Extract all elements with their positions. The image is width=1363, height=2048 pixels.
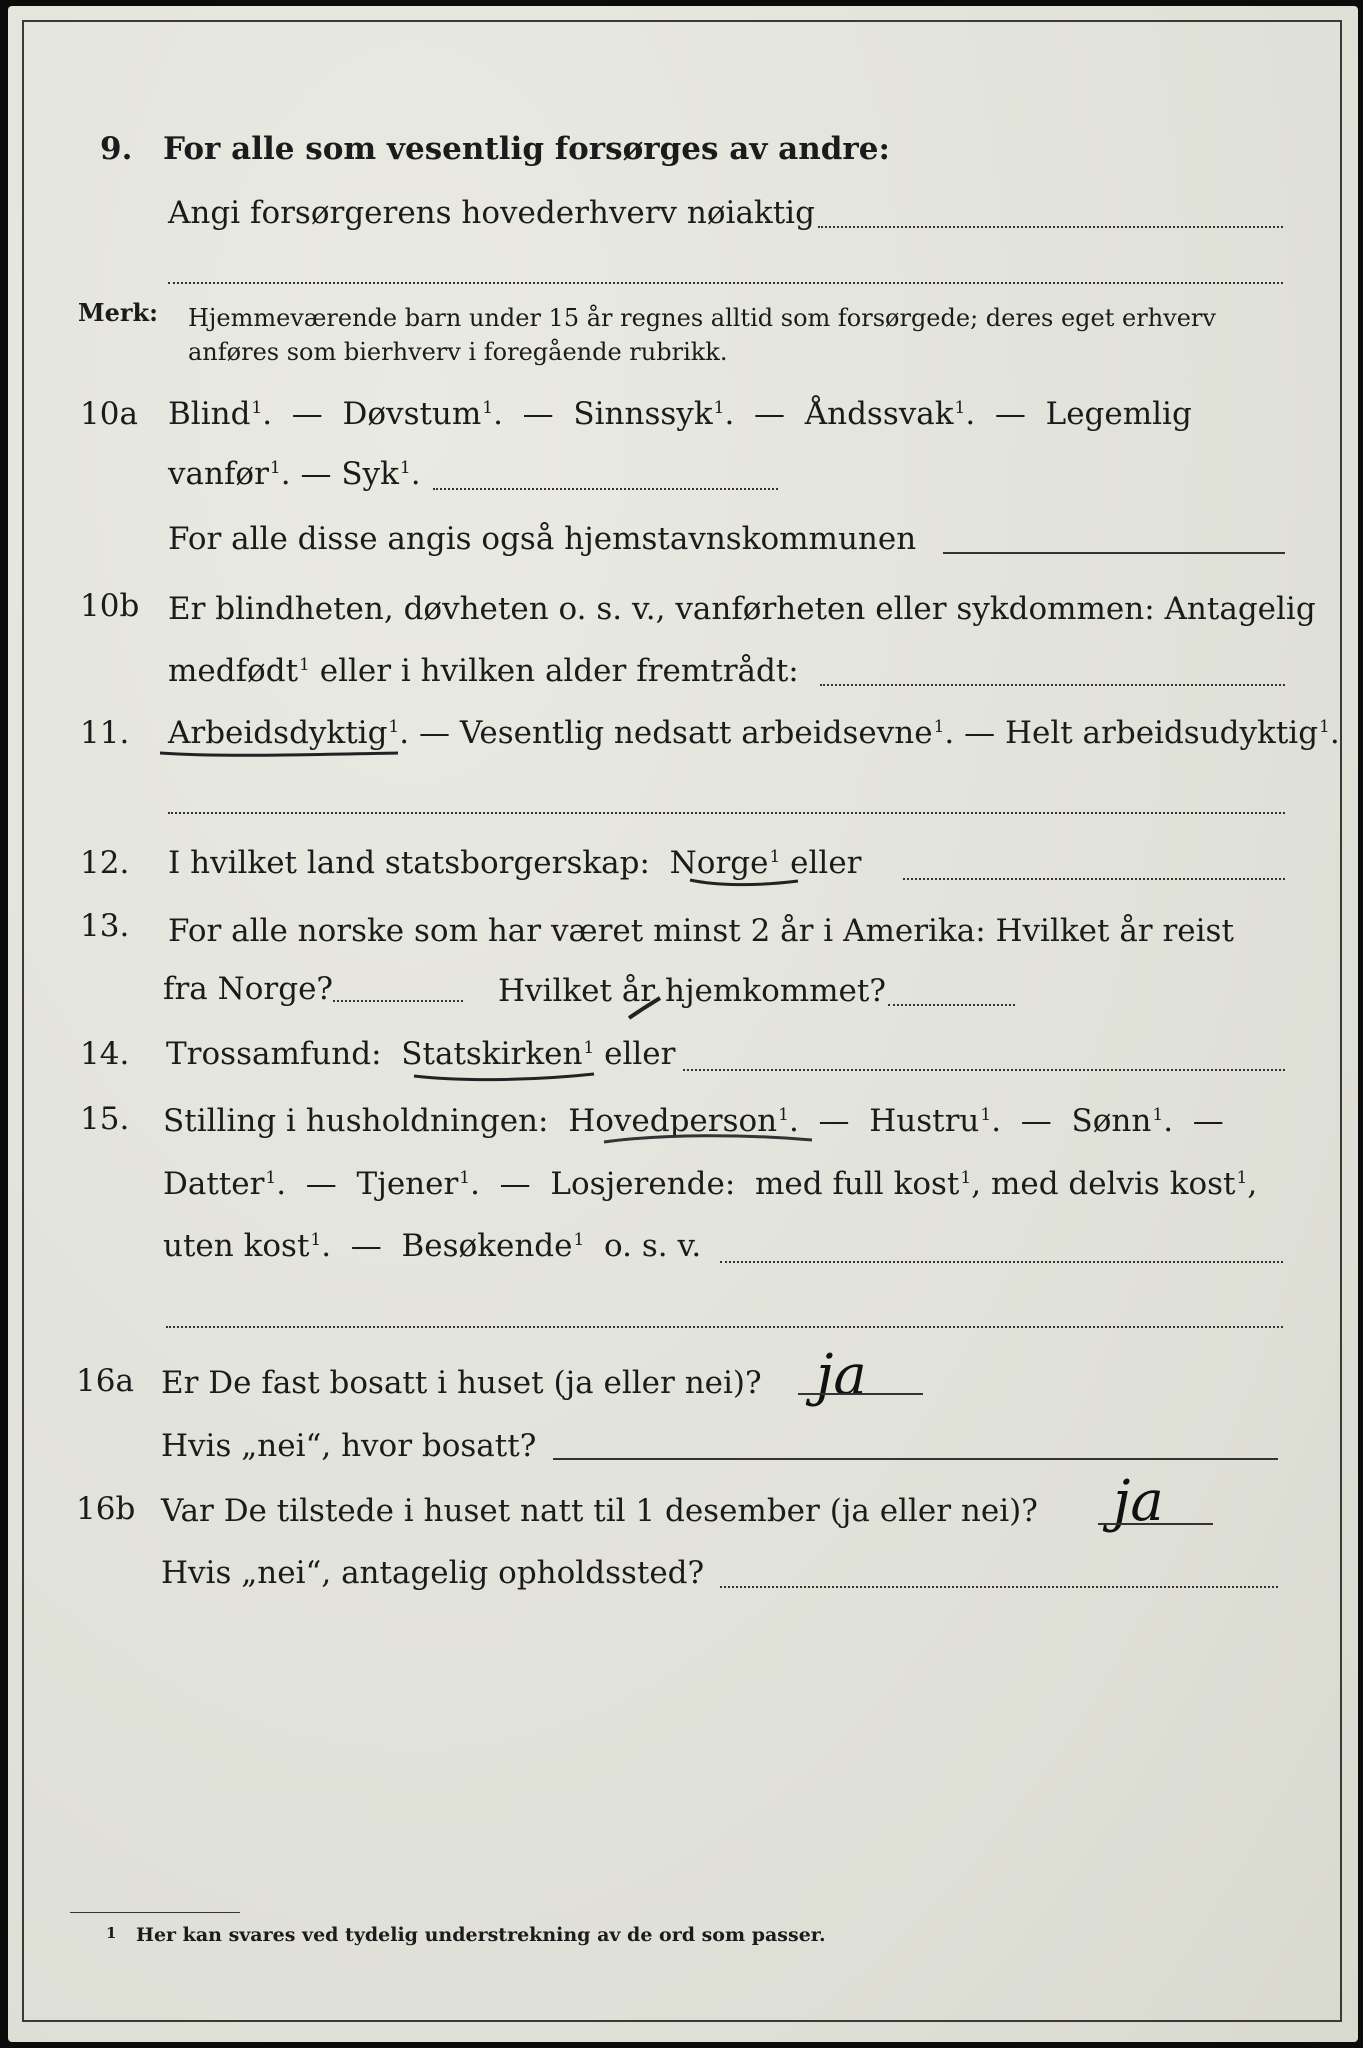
- q13-reist-line[interactable]: [333, 1000, 463, 1002]
- footnote-mark: 1: [106, 1924, 117, 1942]
- q16a-bosatt-line[interactable]: [553, 1458, 1278, 1460]
- q10a-line3: For alle disse angis også hjemstavnskommunen: [168, 521, 917, 557]
- q16a-answer-line[interactable]: [798, 1393, 923, 1395]
- opt-andssvak[interactable]: Åndssvak: [804, 396, 954, 432]
- q10b-number: 10b: [80, 588, 140, 624]
- footnote-text: Her kan svares ved tydelig understrekning av de ord som passer.: [136, 1924, 826, 1946]
- q16b-line1: Var De tilstede i huset natt til 1 desember (ja eller nei)?: [161, 1493, 1038, 1529]
- opt-syk[interactable]: Syk: [341, 456, 399, 492]
- opt-uten-kost[interactable]: uten kost: [163, 1228, 310, 1264]
- q12-number: 12.: [80, 845, 130, 881]
- q15-handwritten-underline: [602, 1130, 822, 1152]
- q10a-line1: Blind$^1$. — Døvstum$^1$. — Sinnssyk$^1$. — Åndssvak$^1$. — Legemlig: [168, 396, 1192, 432]
- q9-answer-line-2[interactable]: [168, 282, 1283, 284]
- opt-full-kost[interactable]: med full kost: [755, 1166, 960, 1202]
- q13-line1: For alle norske som har været minst 2 år i Amerika: Hvilket år reist: [168, 913, 1234, 949]
- q16a-handwritten-answer[interactable]: ja: [816, 1343, 867, 1408]
- q11-handwritten-underline: [158, 741, 408, 761]
- opt-datter[interactable]: Datter: [163, 1166, 265, 1202]
- merk-label: Merk:: [78, 298, 158, 327]
- q10b-answer-line[interactable]: [820, 684, 1285, 686]
- q16b-line2: Hvis „nei“, antagelig opholdssted?: [161, 1555, 705, 1591]
- q13-tick-mark: [626, 994, 666, 1024]
- opt-tjener[interactable]: Tjener: [356, 1166, 459, 1202]
- q11-number: 11.: [80, 715, 130, 751]
- q15-line3: uten kost$^1$. — Besøkende$^1$ o. s. v.: [163, 1228, 702, 1264]
- opt-nedsatt[interactable]: Vesentlig nedsatt arbeidsevne: [459, 715, 933, 751]
- q15-answer-line[interactable]: [720, 1261, 1283, 1263]
- opt-medfodt[interactable]: medfødt: [168, 653, 299, 689]
- q9-heading: For alle som vesentlig forsørges av andre:: [163, 131, 890, 167]
- q12-line: I hvilket land statsborgerskap: Norge$^1$ eller: [168, 845, 862, 881]
- opt-besokende[interactable]: Besøkende: [401, 1228, 573, 1264]
- q15-line1: Stilling i husholdningen: Hovedperson$^1$. — Hustru$^1$. — Sønn$^1$. —: [163, 1103, 1224, 1139]
- q13-hjem: Hvilket år hjemkommet?: [498, 973, 886, 1009]
- q14-number: 14.: [80, 1036, 130, 1072]
- q10b-line2: medfødt$^1$ eller i hvilken alder fremtrådt:: [168, 653, 799, 689]
- q16b-opholdssted-line[interactable]: [720, 1586, 1278, 1588]
- q16b-number: 16b: [76, 1491, 136, 1527]
- q15-answer-line-2[interactable]: [166, 1326, 1283, 1328]
- q13-hjem-line[interactable]: [888, 1004, 1015, 1006]
- opt-udyktig[interactable]: Helt arbeidsudyktig: [1004, 715, 1319, 751]
- q13-number: 13.: [80, 908, 130, 944]
- opt-norge[interactable]: Norge: [669, 845, 769, 881]
- opt-arbeidsdyktig[interactable]: Arbeidsdyktig: [168, 715, 388, 751]
- opt-vanfor[interactable]: vanfør: [168, 456, 269, 492]
- q13-fra: fra Norge?: [163, 971, 334, 1007]
- q10a-number: 10a: [80, 396, 138, 432]
- q15-line2: Datter$^1$. — Tjener$^1$. — Losjerende: med full kost$^1$, med delvis kost$^1$,: [163, 1166, 1258, 1202]
- q16a-number: 16a: [76, 1363, 134, 1399]
- q10b-line1: Er blindheten, døvheten o. s. v., vanførheten eller sykdommen: Antagelig: [168, 591, 1316, 627]
- q9-answer-line[interactable]: [818, 226, 1283, 228]
- opt-statskirken[interactable]: Statskirken: [401, 1036, 583, 1072]
- q9-number: 9.: [100, 131, 133, 167]
- merk-line2: anføres som bierhverv i foregående rubrikk.: [188, 338, 728, 366]
- opt-delvis-kost[interactable]: med delvis kost: [990, 1166, 1236, 1202]
- opt-sinnssyk[interactable]: Sinnssyk: [573, 396, 713, 432]
- q16b-handwritten-answer[interactable]: ja: [1113, 1469, 1164, 1534]
- q11-line: Arbeidsdyktig$^1$. — Vesentlig nedsatt arbeidsevne$^1$. — Helt arbeidsudyktig$^1$.: [168, 715, 1340, 751]
- q10a-hjemstavn-line[interactable]: [943, 552, 1285, 554]
- opt-hovedperson[interactable]: Hovedperson: [568, 1103, 778, 1139]
- q16b-answer-line[interactable]: [1098, 1523, 1213, 1525]
- q16a-line2: Hvis „nei“, hvor bosatt?: [161, 1428, 537, 1464]
- q10a-line2: vanfør$^1$. — Syk$^1$.: [168, 456, 421, 492]
- q14-handwritten-underline: [408, 1066, 608, 1086]
- q15-number: 15.: [80, 1101, 130, 1137]
- q12-answer-line[interactable]: [903, 878, 1285, 880]
- census-form-page: [8, 6, 1358, 2042]
- opt-sonn[interactable]: Sønn: [1071, 1103, 1152, 1139]
- q10a-answer-line[interactable]: [433, 488, 778, 490]
- q11-answer-line[interactable]: [168, 812, 1285, 814]
- opt-blind[interactable]: Blind: [168, 396, 251, 432]
- footnote-rule: [70, 1912, 240, 1913]
- q12-handwritten-underline: [688, 872, 808, 892]
- q16a-line1: Er De fast bosatt i huset (ja eller nei)?: [161, 1365, 762, 1401]
- q14-answer-line[interactable]: [683, 1069, 1285, 1071]
- q9-prompt: Angi forsørgerens hovederhverv nøiaktig: [168, 195, 815, 231]
- merk-line1: Hjemmeværende barn under 15 år regnes alltid som forsørgede; deres eget erhverv: [188, 304, 1216, 332]
- q14-line: Trossamfund: Statskirken$^1$ eller: [166, 1036, 676, 1072]
- opt-dovstum[interactable]: Døvstum: [342, 396, 482, 432]
- opt-hustru[interactable]: Hustru: [869, 1103, 980, 1139]
- opt-legemlig[interactable]: Legemlig: [1045, 396, 1192, 432]
